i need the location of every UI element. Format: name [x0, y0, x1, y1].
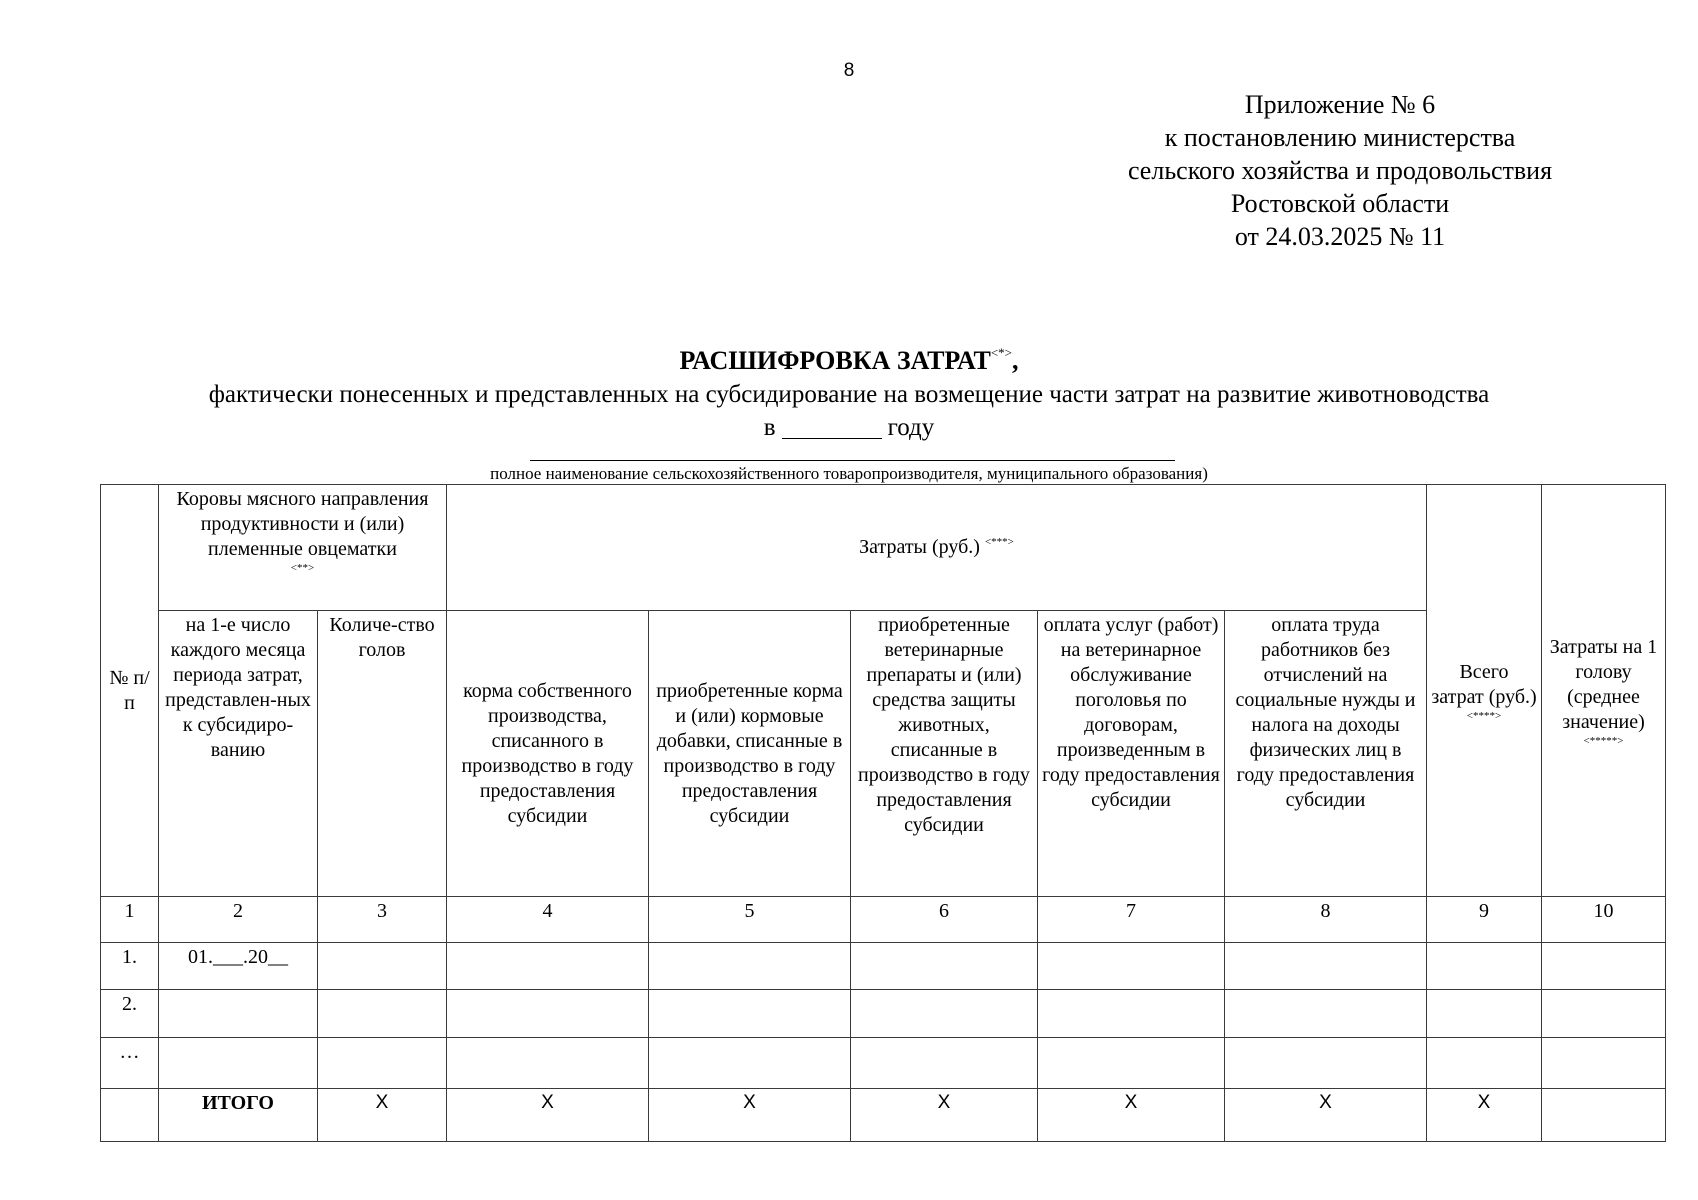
- year-prefix: в: [763, 414, 776, 441]
- document-title-block: [0, 336, 1698, 444]
- total-mark: Х: [851, 1089, 1038, 1142]
- table-cell: [851, 990, 1038, 1038]
- row-number: …: [101, 1038, 159, 1089]
- header-date: на 1-е число каждого месяца периода затрат, представлен-ных к субсидиро-ванию: [159, 611, 318, 897]
- column-number: 7: [1038, 897, 1225, 943]
- header-costs-text: Затраты (руб.): [859, 536, 980, 558]
- header-per-head-mark: <*****>: [1583, 734, 1624, 747]
- appendix-line: Ростовской области: [1230, 189, 1450, 218]
- table-cell: [1225, 990, 1427, 1038]
- column-number: 4: [447, 897, 649, 943]
- table-row: [101, 1038, 1666, 1089]
- column-number: 3: [318, 897, 447, 943]
- appendix-line: Приложение № 6: [1244, 90, 1436, 119]
- total-row: [101, 1089, 1666, 1142]
- header-costs-group: [447, 485, 1427, 611]
- org-name-underline: [530, 460, 1175, 461]
- year-suffix: году: [887, 414, 935, 441]
- table-cell: [1542, 943, 1666, 990]
- column-number: 10: [1542, 897, 1666, 943]
- table-cell: [1427, 943, 1542, 990]
- header-per-head: Затраты на 1 голову (среднее значение) <*****>: [1542, 485, 1666, 897]
- row-number: 2.: [101, 990, 159, 1038]
- document-title: [0, 336, 1698, 378]
- table-cell: [649, 990, 851, 1038]
- appendix-header: [1080, 88, 1600, 253]
- table-cell: [447, 990, 649, 1038]
- table-cell: [101, 1089, 159, 1142]
- table-row: [101, 990, 1666, 1038]
- header-animals-group: [159, 485, 447, 611]
- table-cell: [851, 1038, 1038, 1089]
- table-cell: [447, 1038, 649, 1089]
- table-cell: [649, 1038, 851, 1089]
- row-date: 01.___.20__: [159, 943, 318, 990]
- page-number: 8: [843, 60, 855, 81]
- appendix-line: к постановлению министерства: [1164, 123, 1516, 152]
- header-labor: оплата труда работников без отчислений на социальные нужды и налога на доходы физических лиц в году предоставления субсидии: [1225, 611, 1427, 897]
- appendix-line: от 24.03.2025 № 11: [1234, 222, 1446, 251]
- table-cell: [1542, 990, 1666, 1038]
- table-cell: [1038, 990, 1225, 1038]
- total-mark: Х: [1427, 1089, 1542, 1142]
- table-row: [101, 943, 1666, 990]
- column-number: 5: [649, 897, 851, 943]
- table-cell: [649, 943, 851, 990]
- header-vet-drugs: приобретенные ветеринарные препараты и (или) средства защиты животных, списанные в производство в году предоставления субсидии: [851, 611, 1038, 897]
- header-total-mark: <****>: [1466, 709, 1502, 722]
- title-comma: ,: [1011, 346, 1019, 375]
- table-cell: [318, 943, 447, 990]
- table-cell: [1542, 1038, 1666, 1089]
- year-blank-field: [782, 418, 882, 439]
- column-number: 6: [851, 897, 1038, 943]
- table-cell: [1225, 1038, 1427, 1089]
- header-vet-services: оплата услуг (работ) на ветеринарное обслуживание поголовья по договорам, произведенным в году предоставления субсидии: [1038, 611, 1225, 897]
- column-number: 2: [159, 897, 318, 943]
- table-cell: [1427, 1038, 1542, 1089]
- header-animals-text: Коровы мясного направления продуктивности и (или) племенные овцематки: [176, 488, 429, 560]
- total-mark: Х: [447, 1089, 649, 1142]
- column-number: 1: [101, 897, 159, 943]
- org-name-caption: полное наименование сельскохозяйственного товаропроизводителя, муниципального образования): [490, 464, 1208, 483]
- total-mark: Х: [1225, 1089, 1427, 1142]
- year-line: [0, 411, 1698, 444]
- table-cell: [1542, 1089, 1666, 1142]
- table-cell: [318, 990, 447, 1038]
- title-footnote-mark: <*>: [990, 345, 1012, 360]
- row-number: 1.: [101, 943, 159, 990]
- table-cell: [851, 943, 1038, 990]
- table-cell: [1225, 943, 1427, 990]
- table-cell: [1038, 943, 1225, 990]
- header-head-count: Количе-ство голов: [318, 611, 447, 897]
- total-mark: Х: [1038, 1089, 1225, 1142]
- header-animals-mark: <**>: [290, 562, 315, 574]
- header-own-feed: корма собственного производства, списанного в производство в году предоставления субсидии: [447, 611, 649, 897]
- header-purchased-feed: приобретенные корма и (или) кормовые добавки, списанные в производство в году предоставления субсидии: [649, 611, 851, 897]
- total-label: ИТОГО: [159, 1089, 318, 1142]
- table-cell: [1038, 1038, 1225, 1089]
- total-mark: Х: [318, 1089, 447, 1142]
- title-text: РАСШИФРОВКА ЗАТРАТ: [679, 346, 991, 375]
- total-mark: Х: [649, 1089, 851, 1142]
- column-number-row: [101, 897, 1666, 943]
- table-cell: [318, 1038, 447, 1089]
- table-cell: [1427, 990, 1542, 1038]
- header-total-costs: Всего затрат (руб.) <****>: [1427, 485, 1542, 897]
- column-number: 9: [1427, 897, 1542, 943]
- header-num: № п/п: [101, 485, 159, 897]
- row-date: [159, 1038, 318, 1089]
- table-cell: [447, 943, 649, 990]
- header-costs-mark: <***>: [984, 536, 1014, 548]
- table-header-row: [101, 485, 1666, 611]
- cost-breakdown-table: [100, 484, 1666, 1142]
- row-date: [159, 990, 318, 1038]
- document-subtitle: фактически понесенных и представленных на субсидирование на возмещение части затрат на развитие животноводства: [208, 381, 1490, 408]
- appendix-line: сельского хозяйства и продовольствия: [1127, 156, 1553, 185]
- column-number: 8: [1225, 897, 1427, 943]
